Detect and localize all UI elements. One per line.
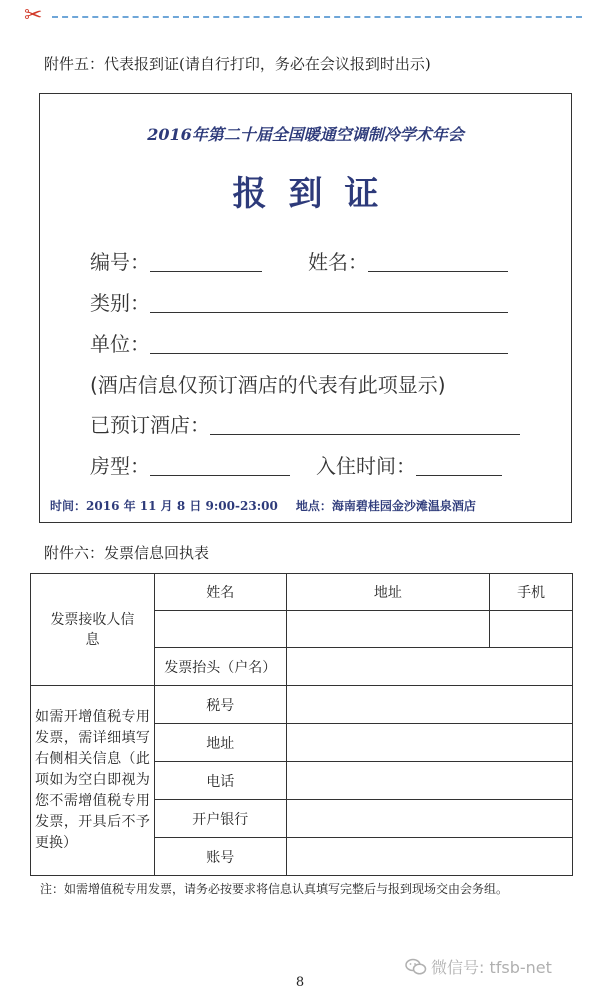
hotel-field[interactable] [210, 414, 520, 435]
place-label: 地点： [295, 499, 332, 513]
number-field[interactable] [150, 251, 262, 272]
footnote: 注：如需增值税专用发票，请务必按要求将信息认真填写完整后与报到现场交由会务组。 [40, 882, 509, 896]
invoice-title-label: 发票抬头（户名） [154, 648, 286, 686]
tax-no-label: 税号 [154, 686, 286, 724]
wechat-icon [405, 958, 427, 976]
account-cell[interactable] [286, 838, 572, 876]
hotel-note: (酒店信息仅预订酒店的代表有此项显示) [90, 373, 446, 397]
name-row [308, 246, 508, 275]
tax-no-cell[interactable] [286, 686, 572, 724]
vat-phone-cell[interactable] [286, 762, 572, 800]
name-cell[interactable] [154, 611, 286, 648]
time-label: 时间： [50, 499, 87, 513]
account-label: 账号 [154, 838, 286, 876]
time-value: 2016 年 11 月 8 日 9:00-23:00 [86, 499, 278, 513]
cut-line [52, 16, 582, 18]
checkin-field[interactable] [416, 455, 502, 476]
bank-cell[interactable] [286, 800, 572, 838]
category-row [90, 287, 508, 316]
place-value: 海南碧桂园金沙滩温泉酒店 [331, 499, 476, 513]
col-name-header: 姓名 [154, 574, 286, 611]
watermark-text: 微信号: tfsb-net [431, 958, 552, 977]
unit-field[interactable] [150, 333, 508, 354]
name-field[interactable] [368, 251, 508, 272]
vat-note: 如需开增值税专用发票，需详细填写右侧相关信息（此项如为空白即视为您不需增值税专用发票，开具后不予更换） [31, 686, 155, 876]
bank-label: 开户银行 [154, 800, 286, 838]
unit-row [90, 328, 508, 357]
vat-address-label: 地址 [154, 724, 286, 762]
conference-title: 2016年第二十届全国暖通空调制冷学术年会 [147, 125, 464, 144]
room-field[interactable] [150, 455, 290, 476]
number-row [90, 246, 262, 275]
name-label: 姓名： [308, 250, 368, 274]
vat-address-cell[interactable] [286, 724, 572, 762]
scissors-icon: ✂ [24, 3, 43, 28]
hotel-label: 已预订酒店： [90, 413, 210, 437]
number-label: 编号： [90, 250, 150, 274]
card-title: 报到证 [232, 174, 401, 214]
room-label: 房型： [90, 454, 150, 478]
unit-label: 单位： [90, 332, 150, 356]
category-field[interactable] [150, 292, 508, 313]
invoice-title-cell[interactable] [286, 648, 572, 686]
category-label: 类别： [90, 291, 150, 315]
recipient-label: 发票接收人信息 [31, 574, 155, 686]
vat-phone-label: 电话 [154, 762, 286, 800]
section-six-title: 附件六：发票信息回执表 [44, 544, 210, 562]
phone-cell[interactable] [490, 611, 573, 648]
page-number: 8 [295, 975, 305, 990]
checkin-label: 入住时间： [316, 454, 416, 478]
invoice-table [30, 573, 573, 876]
col-phone-header: 手机 [490, 574, 573, 611]
col-address-header: 地址 [286, 574, 490, 611]
checkin-row [316, 450, 502, 479]
room-row [90, 450, 290, 479]
address-cell[interactable] [286, 611, 490, 648]
section-five-title: 附件五：代表报到证(请自行打印，务必在会议报到时出示) [44, 55, 431, 73]
hotel-row [90, 409, 520, 438]
watermark [405, 955, 552, 978]
registration-card [39, 93, 572, 523]
card-footer [50, 497, 561, 514]
